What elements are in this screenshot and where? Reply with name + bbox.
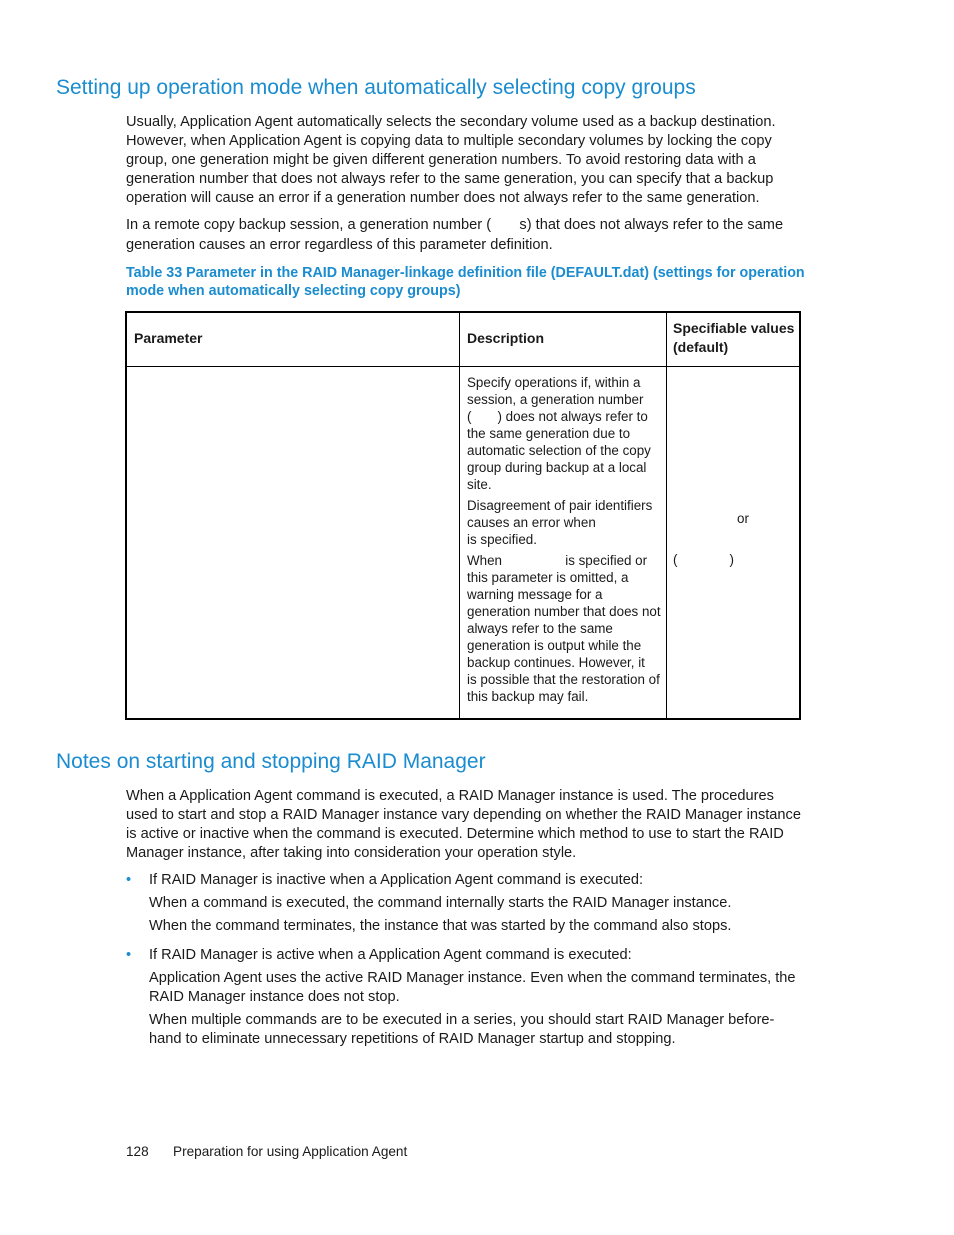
desc-line: the same generation due to xyxy=(467,426,631,441)
table-divider xyxy=(459,313,460,718)
description-cell xyxy=(467,374,667,705)
description-paragraph-3 xyxy=(467,552,667,705)
desc-line: Specify operations if, within a xyxy=(467,375,641,390)
table-caption-line-2: mode when automatically selecting copy groups) xyxy=(126,283,461,299)
raid-intro-paragraph: When a Application Agent command is executed, a RAID Manager instance is used. The procedures used to start and stop a RAID Manager instance vary depending on whether the RAID Manager instance is active or inactive when the command is executed. Determine which method to use to start the RAID Manager instance, after taking into consideration your operation style. xyxy=(126,788,801,861)
table-header-divider xyxy=(127,366,799,367)
remote-copy-line-2: generation causes an error regardless of this parameter definition. xyxy=(126,237,553,253)
bullet-text xyxy=(149,946,803,1049)
desc-line: session, a generation number xyxy=(467,392,644,407)
values-default: ( ) xyxy=(673,552,735,567)
page-number: 128 xyxy=(126,1144,149,1159)
bullet-line: When multiple commands are to be executed in a series, you should start RAID Manager before- hand to eliminate unnecessary repetitions of RAID Manager startup and stopping. xyxy=(149,1012,775,1047)
desc-line: ( ) does not always refer to xyxy=(467,409,648,424)
desc-line: Disagreement of pair identifiers xyxy=(467,498,653,513)
section-heading-raid-manager: Notes on starting and stopping RAID Manager xyxy=(56,750,486,773)
desc-line: site. xyxy=(467,477,492,492)
section-heading-copy-groups: Setting up operation mode when automatically selecting copy groups xyxy=(56,76,696,99)
desc-line: generation is output while the xyxy=(467,638,642,653)
bullet-line: Application Agent uses the active RAID Manager instance. Even when the command terminates, the RAID Manager instance does not stop. xyxy=(149,970,796,1005)
desc-line: this parameter is omitted, a xyxy=(467,570,629,585)
description-paragraph-2 xyxy=(467,497,667,548)
desc-line: is specified. xyxy=(467,532,537,547)
bullet-marker: • xyxy=(126,947,132,963)
desc-line: this backup may fail. xyxy=(467,689,589,704)
desc-line: is possible that the restoration of xyxy=(467,672,660,687)
desc-line: backup continues. However, it xyxy=(467,655,645,670)
desc-line: warning message for a xyxy=(467,587,603,602)
description-paragraph-1 xyxy=(467,374,667,493)
remote-copy-paragraph xyxy=(126,216,802,255)
header-values-line-2: (default) xyxy=(673,339,729,355)
bullet-line: When the command terminates, the instance that was started by the command also stops. xyxy=(149,918,732,934)
values-or: or xyxy=(737,511,749,526)
desc-line: When is specified or xyxy=(467,553,648,568)
table-caption-line-1: Table 33 Parameter in the RAID Manager-linkage definition file (DEFAULT.dat) (settings for operation xyxy=(126,265,805,281)
desc-line: group during backup at a local xyxy=(467,460,647,475)
header-values-line-1: Specifiable values xyxy=(673,320,795,336)
desc-line: automatic selection of the copy xyxy=(467,443,651,458)
bullet-title: If RAID Manager is active when a Application Agent command is executed: xyxy=(149,947,632,963)
bullet-marker: • xyxy=(126,872,132,888)
desc-line: always refer to the same xyxy=(467,621,613,636)
header-parameter: Parameter xyxy=(134,330,203,346)
parameter-table xyxy=(125,311,801,720)
bullet-title: If RAID Manager is inactive when a Application Agent command is executed: xyxy=(149,872,644,888)
bullet-text xyxy=(149,871,803,936)
desc-line: generation number that does not xyxy=(467,604,661,619)
remote-copy-line-1: In a remote copy backup session, a generation number ( s) that does not always refer to the same xyxy=(126,217,784,233)
desc-line: causes an error when xyxy=(467,515,596,530)
intro-paragraph: Usually, Application Agent automatically selects the secondary volume used as a backup destination. However, when Application Agent is copying data to multiple secondary volumes by locking the copy group, one generation might be given different generation numbers. To avoid restoring data with a generation number that does not always refer to the same generation, you can specify that a backup operation will cause an error if a generation number does not always refer to the same generation. xyxy=(126,114,776,206)
header-description: Description xyxy=(467,330,545,346)
table-caption xyxy=(126,264,806,300)
footer-chapter-title: Preparation for using Application Agent xyxy=(173,1144,408,1159)
header-specifiable-values xyxy=(673,319,794,357)
bullet-line: When a command is executed, the command internally starts the RAID Manager instance. xyxy=(149,895,732,911)
